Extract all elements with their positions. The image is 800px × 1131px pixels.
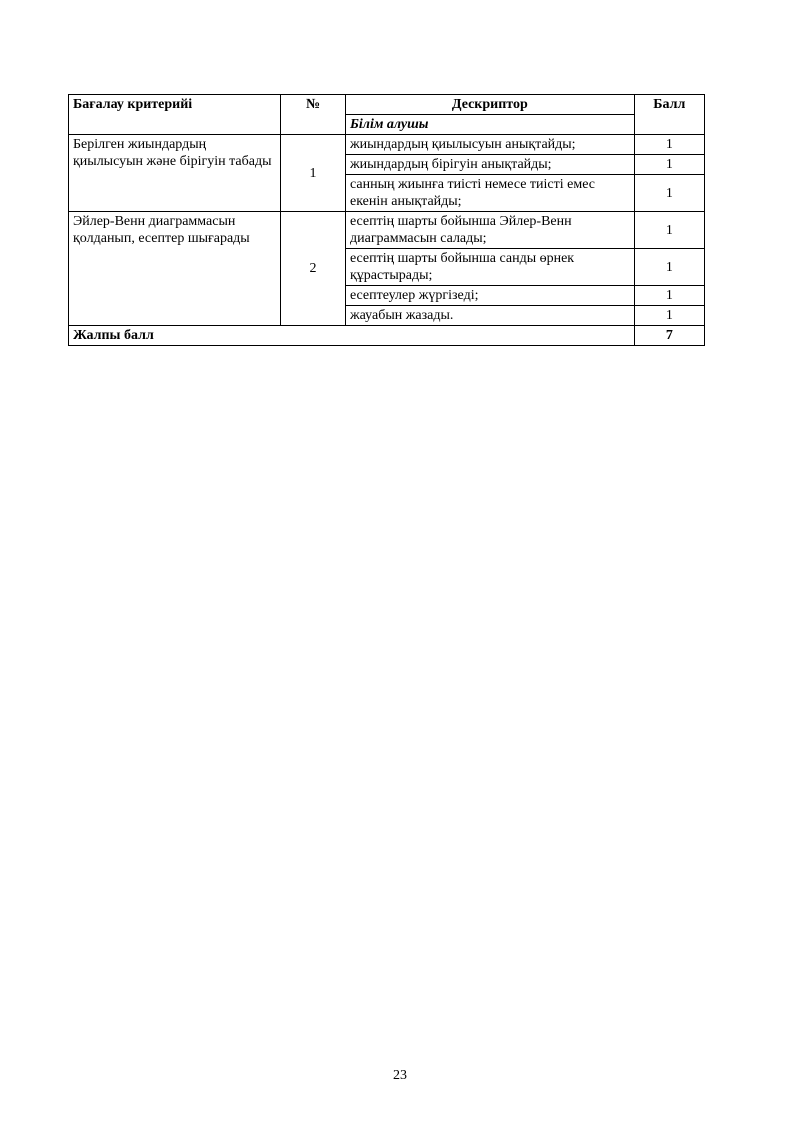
score-cell: 1 [634,306,704,326]
score-cell: 1 [634,249,704,286]
criterion-cell: Берілген жиындардың қиылысуын және бірігуін табады [69,135,281,212]
assessment-rubric-table [68,94,705,346]
subheader-learner: Білім алушы [345,115,634,135]
score-cell: 1 [634,175,704,212]
total-row [69,326,705,346]
criterion-number: 1 [281,135,346,212]
descriptor-cell: жауабын жазады. [345,306,634,326]
score-cell: 1 [634,286,704,306]
descriptor-cell: жиындардың бірігуін анықтайды; [345,155,634,175]
header-criterion: Бағалау критерийі [69,95,281,135]
total-label: Жалпы балл [69,326,635,346]
header-score: Балл [634,95,704,135]
descriptor-cell: санның жиынға тиісті немесе тиісті емес екенін анықтайды; [345,175,634,212]
score-cell: 1 [634,212,704,249]
score-cell: 1 [634,135,704,155]
descriptor-cell: жиындардың қиылысуын анықтайды; [345,135,634,155]
descriptor-cell: есептеулер жүргізеді; [345,286,634,306]
descriptor-cell: есептің шарты бойынша Эйлер-Венн диаграммасын салады; [345,212,634,249]
page-number: 23 [393,1068,407,1083]
total-score: 7 [634,326,704,346]
table-row [69,212,705,249]
score-cell: 1 [634,155,704,175]
table-row [69,135,705,155]
criterion-cell: Эйлер-Венн диаграммасын қолданып, есептер шығарады [69,212,281,326]
table-header-row [69,95,705,115]
criterion-number: 2 [281,212,346,326]
header-descriptor: Дескриптор [345,95,634,115]
descriptor-cell: есептің шарты бойынша санды өрнек құрастырады; [345,249,634,286]
header-number: № [281,95,346,135]
